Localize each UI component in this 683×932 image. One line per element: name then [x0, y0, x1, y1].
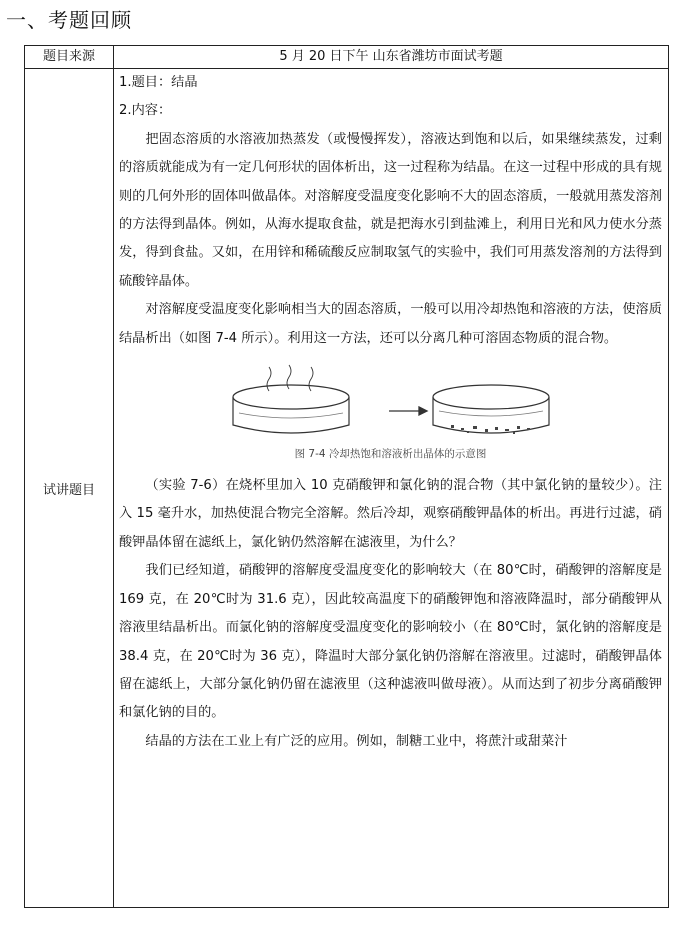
topic-content	[114, 69, 668, 756]
beaker-diagram	[229, 355, 559, 445]
paragraph-2: 对溶解度受温度变化影响相当大的固态溶质，一般可以用冷却热饱和溶液的方法，使溶质结晶析出（如图 7-4 所示）。利用这一方法，还可以分离几种可溶固态物质的混合物。	[119, 302, 662, 346]
topic-label: 试讲题目	[25, 69, 114, 908]
topic-content-cell	[114, 69, 669, 908]
figure-caption: 图 7-4 冷却热饱和溶液析出晶体的示意图	[294, 448, 487, 461]
source-value: 5 月 20 日下午 山东省潍坊市面试考题	[114, 46, 669, 69]
paragraph-5: 结晶的方法在工业上有广泛的应用。例如，制糖工业中，将蔗汁或甜菜汁	[145, 733, 568, 749]
crystal-dish-icon	[433, 385, 549, 433]
hot-solution-dish-icon	[233, 365, 349, 433]
paragraph-3: （实验 7-6）在烧杯里加入 10 克硝酸钾和氯化钠的混合物（其中氯化钠的量较少）。注入 15 毫升水，加热使混合物完全溶解。然后冷却，观察硝酸钾晶体的析出。再进行过滤，硝酸钾晶体留在滤纸上，氯化钠仍然溶解在滤液里，为什么？	[119, 478, 662, 550]
source-label: 题目来源	[25, 46, 114, 69]
paragraph-1: 把固态溶质的水溶液加热蒸发（或慢慢挥发），溶液达到饱和以后，如果继续蒸发，过剩的溶质就能成为有一定几何形状的固体析出，这一过程称为结晶。在这一过程中形成的具有规则的几何外形的固体叫做晶体。对溶解度受温度变化影响不大的固态溶质，一般就用蒸发溶剂的方法得到晶体。例如，从海水提取食盐，就是把海水引到盐滩上，利用日光和风力使水分蒸发，得到食盐。又如，在用锌和稀硫酸反应制取氢气的实验中，我们可用蒸发溶剂的方法得到硫酸锌晶体。	[119, 131, 662, 289]
content-heading-line: 2.内容：	[119, 103, 172, 119]
topic-row	[25, 69, 669, 908]
source-row	[25, 46, 669, 69]
crystallization-figure	[119, 355, 662, 472]
topic-title-line: 1.题目：结晶	[119, 75, 198, 90]
arrow-right-icon	[389, 407, 427, 415]
paragraph-4: 我们已经知道，硝酸钾的溶解度受温度变化的影响较大（在 80℃时，硝酸钾的溶解度是 169 克，在 20℃时为 31.6 克），因此较高温度下的硝酸钾饱和溶液降温时，部分硝酸钾从溶液里结晶析出。而氯化钠的溶解度受温度变化的影响较小（在 80℃时，氯化钠的溶解度是 38.4 克，在 20℃时为 36 克），降温时大部分氯化钠仍溶解在溶液里。过滤时，硝酸钾晶体留在滤纸上，大部分氯化钠仍留在滤液里（这种滤液叫做母液）。从而达到了初步分离硝酸钾和氯化钠的目的。	[119, 563, 662, 721]
section-heading: 一、考题回顾	[6, 8, 132, 32]
exam-table	[24, 45, 669, 908]
